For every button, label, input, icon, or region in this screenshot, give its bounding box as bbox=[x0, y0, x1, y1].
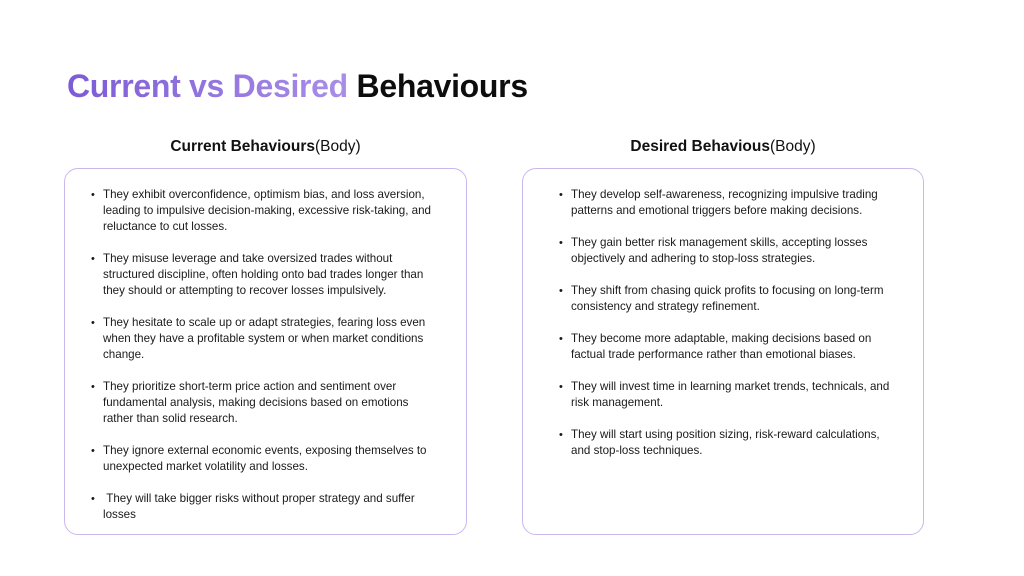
current-heading-light: (Body) bbox=[315, 138, 361, 155]
bullet-icon: • bbox=[559, 381, 563, 393]
list-item bbox=[91, 187, 441, 235]
list-item-text: They develop self-awareness, recognizing impulsive trading patterns and emotional triggers before making decisions. bbox=[571, 188, 878, 217]
bullet-icon: • bbox=[559, 429, 563, 441]
bullet-icon: • bbox=[559, 285, 563, 297]
list-item-text: They will start using position sizing, risk-reward calculations, and stop-loss techniques. bbox=[571, 428, 880, 457]
desired-behaviours-heading bbox=[522, 136, 924, 158]
list-item-text: They gain better risk management skills, accepting losses objectively and adhering to stop-loss strategies. bbox=[571, 236, 868, 265]
bullet-icon: • bbox=[91, 445, 95, 457]
desired-behaviours-card bbox=[522, 168, 924, 535]
desired-heading-strong: Desired Behavious bbox=[630, 138, 770, 155]
list-item bbox=[559, 283, 899, 315]
list-item-text: They will take bigger risks without proper strategy and suffer losses bbox=[103, 492, 418, 521]
current-behaviours-list bbox=[91, 187, 441, 539]
bullet-icon: • bbox=[559, 189, 563, 201]
page-title bbox=[67, 64, 528, 108]
list-item bbox=[91, 379, 441, 427]
bullet-icon: • bbox=[91, 493, 95, 505]
list-item-text: They will invest time in learning market trends, technicals, and risk management. bbox=[571, 380, 890, 409]
list-item-text: They prioritize short-term price action and sentiment over fundamental analysis, making decisions based on emotions rather than solid research. bbox=[103, 380, 409, 425]
list-item bbox=[91, 443, 441, 475]
list-item-text: They exhibit overconfidence, optimism bias, and loss aversion, leading to impulsive decision-making, excessive risk-taking, and reluctance to cut losses. bbox=[103, 188, 431, 233]
list-item-text: They ignore external economic events, exposing themselves to unexpected market volatility and losses. bbox=[103, 444, 427, 473]
list-item bbox=[91, 251, 441, 299]
list-item bbox=[559, 235, 899, 267]
bullet-icon: • bbox=[91, 253, 95, 265]
current-behaviours-heading bbox=[64, 136, 467, 158]
list-item-text: They misuse leverage and take oversized trades without structured discipline, often holding onto bad trades longer than they should or attempting to recover losses impulsively. bbox=[103, 252, 424, 297]
desired-behaviours-list bbox=[559, 187, 899, 475]
bullet-icon: • bbox=[91, 381, 95, 393]
list-item bbox=[91, 315, 441, 363]
page-title-rest: Behaviours bbox=[356, 68, 528, 104]
current-behaviours-card bbox=[64, 168, 467, 535]
bullet-icon: • bbox=[91, 189, 95, 201]
bullet-icon: • bbox=[559, 237, 563, 249]
list-item bbox=[91, 491, 441, 523]
bullet-icon: • bbox=[91, 317, 95, 329]
list-item bbox=[559, 331, 899, 363]
list-item bbox=[559, 379, 899, 411]
page-title-accent: Current vs Desired bbox=[67, 68, 348, 104]
list-item-text: They become more adaptable, making decisions based on factual trade performance rather than emotional biases. bbox=[571, 332, 872, 361]
bullet-icon: • bbox=[559, 333, 563, 345]
list-item bbox=[559, 427, 899, 459]
list-item-text: They hesitate to scale up or adapt strategies, fearing loss even when they have a profitable system or when market conditions change. bbox=[103, 316, 426, 361]
current-heading-strong: Current Behaviours bbox=[170, 138, 316, 155]
list-item bbox=[559, 187, 899, 219]
list-item-text: They shift from chasing quick profits to focusing on long-term consistency and strategy refinement. bbox=[571, 284, 884, 313]
desired-heading-light: (Body) bbox=[769, 138, 816, 155]
